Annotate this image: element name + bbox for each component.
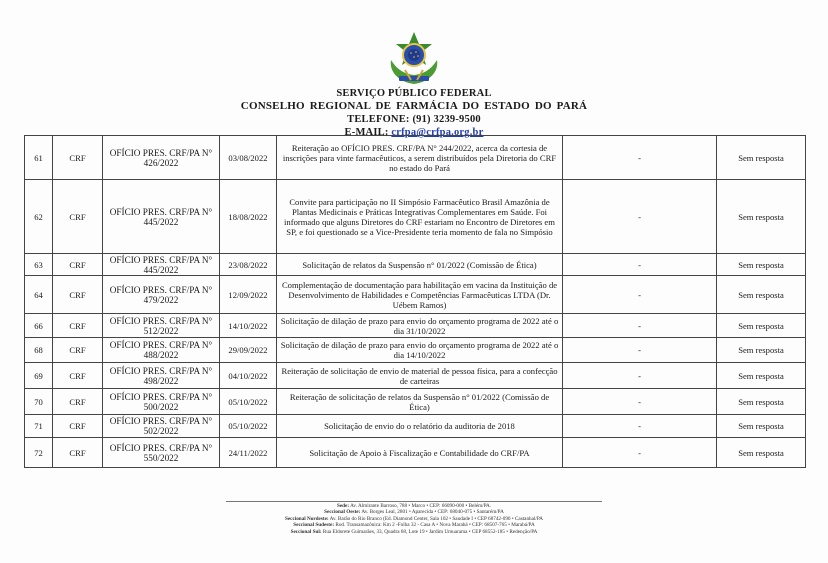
- row-response: -: [563, 136, 717, 180]
- row-document: OFÍCIO PRES. CRF/PA N° 445/2022: [103, 180, 220, 254]
- table-row: [25, 389, 806, 415]
- row-origin: CRF: [53, 276, 103, 314]
- footer-label: Sede:: [336, 503, 350, 509]
- row-document: OFÍCIO PRES. CRF/PA N° 502/2022: [103, 415, 220, 438]
- row-date: 04/10/2022: [220, 363, 277, 389]
- row-status: Sem resposta: [717, 254, 806, 276]
- row-status: Sem resposta: [717, 180, 806, 254]
- row-origin: CRF: [53, 180, 103, 254]
- header-service-line: SERVIÇO PÚBLICO FEDERAL: [336, 88, 492, 99]
- footer-text: Rua Eldorete Guimarães, 33, Quadra 68, Lote 19 • Jardim Umuarama • CEP 68552-185 • Redenção/PA: [322, 528, 538, 535]
- row-document: OFÍCIO PRES. CRF/PA N° 426/2022: [103, 136, 220, 180]
- correspondence-table: [24, 135, 806, 468]
- footer-text: Av. Almirante Barroso, 788 • Marco • CEP: 66090-000 • Belém/PA.: [350, 503, 492, 509]
- row-status: Sem resposta: [717, 438, 806, 468]
- footer-label: Seccional Sul:: [290, 528, 322, 535]
- table-row: [25, 363, 806, 389]
- row-subject: Reiteração de solicitação de envio de material de pessoa física, para a confecção de carteiras: [277, 363, 563, 389]
- email-link[interactable]: crfpa@crfpa.org.br: [391, 127, 484, 138]
- row-response: -: [563, 338, 717, 363]
- table-row: [25, 438, 806, 468]
- row-response: -: [563, 180, 717, 254]
- row-status: Sem resposta: [717, 314, 806, 338]
- row-subject: Reiteração ao OFÍCIO PRES. CRF/PA N° 244/2022, acerca da cortesia de inscrições para vinte farmacêuticos, a serem distribuídos pela Diretoria do CRF no estado do Pará: [277, 136, 563, 180]
- row-date: 03/08/2022: [220, 136, 277, 180]
- row-origin: CRF: [53, 338, 103, 363]
- row-response: -: [563, 314, 717, 338]
- row-date: 29/09/2022: [220, 338, 277, 363]
- row-subject: Convite para participação no II Simpósio Farmacêutico Brasil Amazônia de Plantas Medicinais e Práticas Integrativas Complementares em Saúde. Foi informado que alguns Diretores do CRF estariam no Encontro de Diretores em SP, e foi questionado se a Vice-Presidente teria momento de fala no Simpósio: [277, 180, 563, 254]
- footer-label: Seccional Sudeste:: [293, 522, 335, 529]
- row-document: OFÍCIO PRES. CRF/PA N° 498/2022: [103, 363, 220, 389]
- row-origin: CRF: [53, 363, 103, 389]
- row-origin: CRF: [53, 314, 103, 338]
- coat-of-arms-icon: [385, 30, 443, 88]
- table-row: [25, 415, 806, 438]
- row-date: 23/08/2022: [220, 254, 277, 276]
- row-number: 70: [25, 389, 53, 415]
- row-subject: Solicitação de relatos da Suspensão n° 01/2022 (Comissão de Ética): [277, 254, 563, 276]
- footer-label: Seccional Nordeste:: [284, 515, 329, 522]
- footer-text: Av. Barão do Rio Branco (Ed. Diamond Center, Sala 102 • Saudade I • CEP 68742-090 • Castanhal/PA: [329, 515, 543, 522]
- row-origin: CRF: [53, 136, 103, 180]
- table-row: [25, 136, 806, 180]
- row-date: 18/08/2022: [220, 180, 277, 254]
- row-number: 68: [25, 338, 53, 363]
- row-document: OFÍCIO PRES. CRF/PA N° 550/2022: [103, 438, 220, 468]
- table-row: [25, 276, 806, 314]
- row-subject: Solicitação de Apoio à Fiscalização e Contabilidade do CRF/PA: [277, 438, 563, 468]
- row-subject: Solicitação de dilação de prazo para envio do orçamento programa de 2022 até o dia 14/10/2022: [277, 338, 563, 363]
- row-date: 05/10/2022: [220, 389, 277, 415]
- table-row: [25, 314, 806, 338]
- row-date: 14/10/2022: [220, 314, 277, 338]
- row-subject: Reiteração de solicitação de relatos da Suspensão n° 01/2022 (Comissão de Ética): [277, 389, 563, 415]
- footer-text: Rod. Transamazônica: Km 2 -Folha 32 - Casa A • Nova Marabá • CEP: 68507-765 • Marabá/PA: [335, 522, 535, 529]
- table-row: [25, 180, 806, 254]
- row-subject: Complementação de documentação para habilitação em vacina da Instituição de Desenvolvimento de Habilidades e Competências Farmacêuticas LTDA (Dr. Uébem Ramos): [277, 276, 563, 314]
- table-row: [25, 254, 806, 276]
- row-number: 69: [25, 363, 53, 389]
- email-label: E-MAIL:: [344, 127, 389, 138]
- row-number: 63: [25, 254, 53, 276]
- row-origin: CRF: [53, 389, 103, 415]
- row-number: 71: [25, 415, 53, 438]
- row-subject: Solicitação de dilação de prazo para envio do orçamento programa de 2022 até o dia 31/10/2022: [277, 314, 563, 338]
- footer-line: [200, 529, 628, 535]
- footer-divider: [226, 501, 602, 502]
- row-number: 62: [25, 180, 53, 254]
- row-document: OFÍCIO PRES. CRF/PA N° 512/2022: [103, 314, 220, 338]
- row-document: OFÍCIO PRES. CRF/PA N° 479/2022: [103, 276, 220, 314]
- row-response: -: [563, 438, 717, 468]
- row-document: OFÍCIO PRES. CRF/PA N° 445/2022: [103, 254, 220, 276]
- row-number: 72: [25, 438, 53, 468]
- row-status: Sem resposta: [717, 363, 806, 389]
- row-response: -: [563, 363, 717, 389]
- row-date: 05/10/2022: [220, 415, 277, 438]
- row-status: Sem resposta: [717, 415, 806, 438]
- row-origin: CRF: [53, 438, 103, 468]
- letterhead: [0, 87, 828, 139]
- header-council-name: CONSELHO REGIONAL DE FARMÁCIA DO ESTADO DO PARÁ: [240, 100, 588, 112]
- row-response: -: [563, 254, 717, 276]
- row-status: Sem resposta: [717, 389, 806, 415]
- row-response: -: [563, 276, 717, 314]
- row-number: 61: [25, 136, 53, 180]
- header-phone: TELEFONE: (91) 3239-9500: [347, 114, 481, 125]
- row-subject: Solicitação de envio do o relatório da auditoria de 2018: [277, 415, 563, 438]
- row-document: OFÍCIO PRES. CRF/PA N° 500/2022: [103, 389, 220, 415]
- row-status: Sem resposta: [717, 136, 806, 180]
- table-row: [25, 338, 806, 363]
- row-response: -: [563, 389, 717, 415]
- row-status: Sem resposta: [717, 276, 806, 314]
- footer-text: Av. Borges Leal, 2801 • Aparecida • CEP: 68040-075 • Santarém/PA: [361, 509, 504, 516]
- row-origin: CRF: [53, 254, 103, 276]
- row-origin: CRF: [53, 415, 103, 438]
- row-number: 66: [25, 314, 53, 338]
- row-date: 24/11/2022: [220, 438, 277, 468]
- row-response: -: [563, 415, 717, 438]
- row-document: OFÍCIO PRES. CRF/PA N° 488/2022: [103, 338, 220, 363]
- row-date: 12/09/2022: [220, 276, 277, 314]
- row-number: 64: [25, 276, 53, 314]
- footer-addresses: [200, 503, 628, 535]
- footer-label: Seccional Oeste:: [324, 509, 361, 516]
- row-status: Sem resposta: [717, 338, 806, 363]
